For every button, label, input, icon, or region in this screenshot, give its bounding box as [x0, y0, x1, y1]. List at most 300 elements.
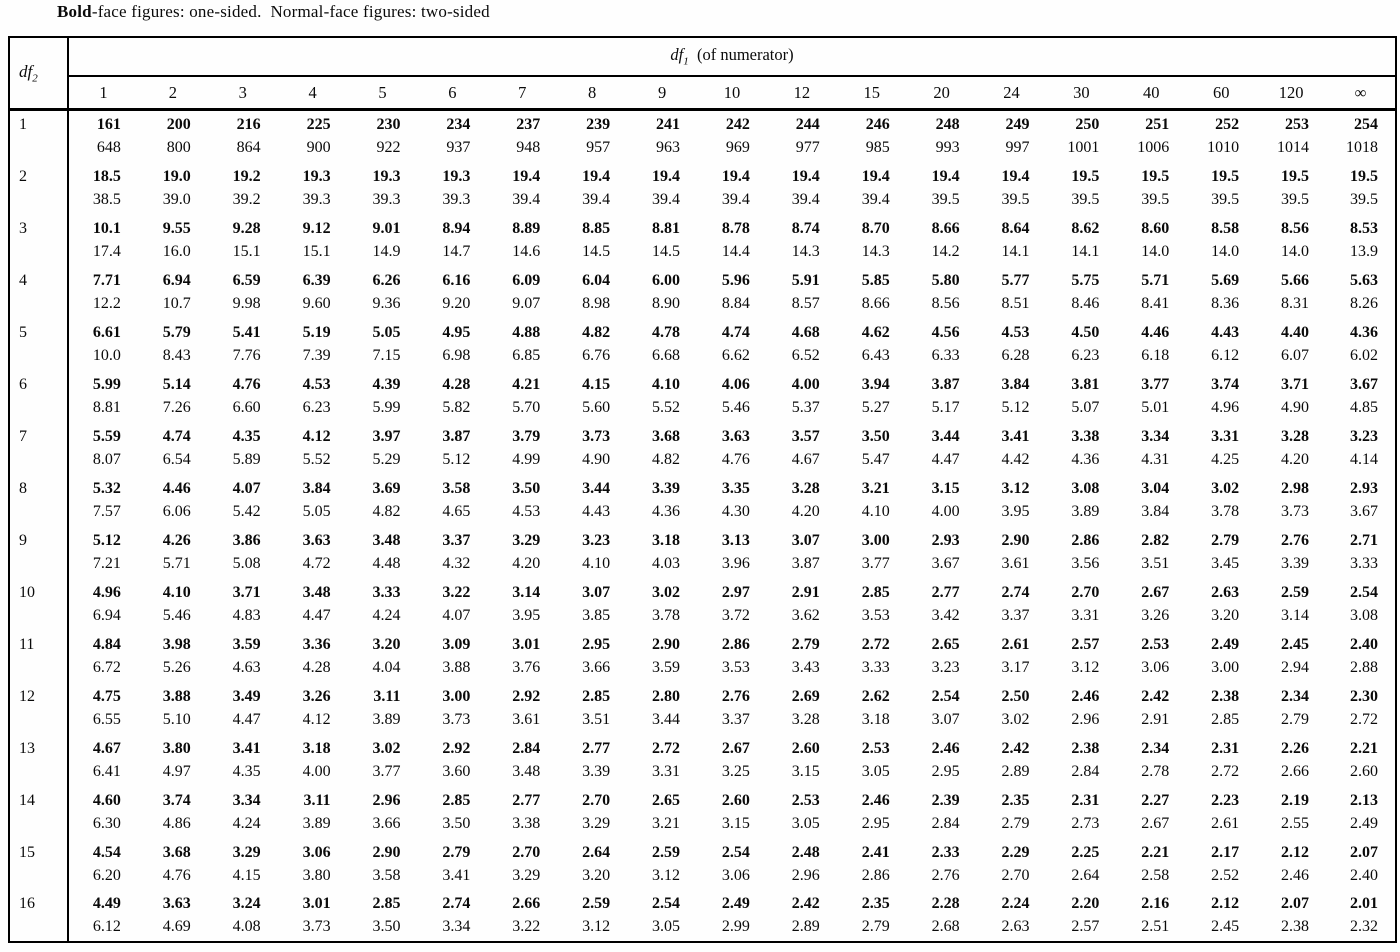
one-sided-value: 2.70: [1071, 583, 1100, 601]
table-cell: [837, 630, 907, 682]
two-sided-value: 3.59: [652, 658, 681, 676]
one-sided-value: 3.02: [1211, 479, 1240, 497]
one-sided-value: 4.15: [582, 375, 611, 393]
table-cell: [907, 786, 977, 838]
one-sided-value: 3.35: [721, 479, 750, 497]
two-sided-value: 9.36: [372, 294, 401, 312]
two-sided-value: 4.47: [232, 710, 261, 728]
table-row-df2-16: [9, 890, 1396, 942]
two-sided-value: 2.49: [1350, 814, 1378, 832]
table-cell: [278, 474, 348, 526]
one-sided-value: 2.79: [442, 843, 471, 861]
one-sided-value: 3.09: [442, 635, 471, 653]
table-cell: [208, 318, 278, 370]
two-sided-value: 3.22: [512, 918, 541, 935]
table-cell: [1116, 838, 1186, 890]
f-distribution-table: [8, 36, 1397, 943]
one-sided-value: 2.46: [861, 791, 890, 809]
one-sided-value: 239: [586, 116, 611, 134]
two-sided-value: 5.05: [302, 502, 331, 520]
table-row-df2-4: [9, 266, 1396, 318]
one-sided-value: 19.3: [302, 167, 331, 185]
one-sided-value: 8.64: [1001, 219, 1030, 237]
two-sided-value: 2.60: [1350, 762, 1378, 780]
table-cell: [1326, 890, 1396, 942]
table-cell: [348, 370, 418, 422]
two-sided-value: 648: [96, 139, 121, 157]
one-sided-value: 2.34: [1141, 739, 1170, 757]
one-sided-value: 4.95: [442, 323, 471, 341]
one-sided-value: 3.23: [1350, 427, 1378, 445]
two-sided-value: 4.36: [652, 502, 681, 520]
two-sided-value: 2.89: [791, 918, 820, 935]
two-sided-value: 4.03: [652, 554, 681, 572]
two-sided-value: 4.28: [302, 658, 331, 676]
table-cell: [138, 890, 208, 942]
two-sided-value: 14.0: [1281, 242, 1310, 260]
two-sided-value: 4.86: [162, 814, 191, 832]
table-cell: [68, 110, 138, 162]
column-header-df1-24: 24: [977, 76, 1047, 110]
table-cell: [557, 422, 627, 474]
two-sided-value: 3.53: [721, 658, 750, 676]
two-sided-value: 4.04: [372, 658, 401, 676]
one-sided-value: 3.73: [582, 427, 611, 445]
two-sided-value: 5.42: [232, 502, 261, 520]
table-cell: [68, 214, 138, 266]
two-sided-value: 2.52: [1211, 866, 1240, 884]
two-sided-value: 2.95: [861, 814, 890, 832]
one-sided-value: 4.06: [721, 375, 750, 393]
one-sided-value: 2.38: [1071, 739, 1100, 757]
one-sided-value: 2.91: [791, 583, 820, 601]
two-sided-value: 6.06: [162, 502, 191, 520]
table-row-df2-10: [9, 578, 1396, 630]
one-sided-value: 2.85: [372, 895, 401, 912]
one-sided-value: 5.63: [1350, 271, 1378, 289]
one-sided-value: 3.81: [1071, 375, 1100, 393]
table-cell: [697, 110, 767, 162]
table-cell: [138, 318, 208, 370]
table-cell: [907, 578, 977, 630]
two-sided-value: 3.67: [931, 554, 960, 572]
two-sided-value: 4.30: [721, 502, 750, 520]
table-cell: [1186, 526, 1256, 578]
table-cell: [487, 682, 557, 734]
row-label-df2: 8: [9, 474, 68, 526]
table-cell: [907, 266, 977, 318]
one-sided-value: 8.66: [931, 219, 960, 237]
two-sided-value: 39.4: [721, 190, 750, 208]
one-sided-value: 3.02: [652, 583, 681, 601]
table-row-df2-11: [9, 630, 1396, 682]
table-cell: [208, 162, 278, 214]
one-sided-value: 7.71: [92, 271, 121, 289]
table-cell: [1256, 734, 1326, 786]
table-cell: [627, 214, 697, 266]
table-cell: [1326, 838, 1396, 890]
column-header-df1-30: 30: [1046, 76, 1116, 110]
one-sided-value: 9.55: [162, 219, 191, 237]
table-cell: [348, 110, 418, 162]
two-sided-value: 4.83: [232, 606, 261, 624]
one-sided-value: 3.22: [442, 583, 471, 601]
two-sided-value: 14.7: [442, 242, 471, 260]
two-sided-value: 38.5: [92, 190, 121, 208]
two-sided-value: 3.33: [1350, 554, 1378, 572]
two-sided-value: 4.96: [1211, 398, 1240, 416]
two-sided-value: 3.76: [512, 658, 541, 676]
column-header-df1-∞: ∞: [1326, 76, 1396, 110]
one-sided-value: 8.58: [1211, 219, 1240, 237]
one-sided-value: 5.80: [931, 271, 960, 289]
row-label-df2: 14: [9, 786, 68, 838]
two-sided-value: 3.62: [791, 606, 820, 624]
two-sided-value: 2.55: [1281, 814, 1310, 832]
table-cell: [138, 786, 208, 838]
table-cell: [278, 578, 348, 630]
two-sided-value: 3.67: [1350, 502, 1378, 520]
table-cell: [697, 266, 767, 318]
two-sided-value: 3.06: [1141, 658, 1170, 676]
one-sided-value: 3.31: [1211, 427, 1240, 445]
table-cell: [417, 734, 487, 786]
two-sided-value: 5.70: [512, 398, 541, 416]
two-sided-value: 3.07: [931, 710, 960, 728]
one-sided-value: 2.29: [1001, 843, 1030, 861]
two-sided-value: 4.82: [372, 502, 401, 520]
one-sided-value: 2.01: [1350, 895, 1378, 912]
one-sided-value: 5.12: [92, 531, 121, 549]
two-sided-value: 39.0: [162, 190, 191, 208]
two-sided-value: 5.26: [162, 658, 191, 676]
two-sided-value: 39.5: [1071, 190, 1100, 208]
one-sided-value: 3.11: [373, 687, 401, 705]
two-sided-value: 997: [1005, 139, 1030, 157]
two-sided-value: 3.58: [372, 866, 401, 884]
table-row-df2-7: [9, 422, 1396, 474]
one-sided-value: 3.48: [302, 583, 331, 601]
table-cell: [208, 370, 278, 422]
one-sided-value: 225: [306, 116, 331, 134]
two-sided-value: 2.72: [1211, 762, 1240, 780]
table-cell: [208, 682, 278, 734]
one-sided-value: 2.20: [1071, 895, 1100, 912]
one-sided-value: 2.27: [1141, 791, 1170, 809]
one-sided-value: 8.62: [1071, 219, 1100, 237]
table-cell: [697, 786, 767, 838]
two-sided-value: 3.87: [791, 554, 820, 572]
table-cell: [138, 422, 208, 474]
two-sided-value: 8.36: [1211, 294, 1240, 312]
table-cell: [1046, 474, 1116, 526]
two-sided-value: 4.36: [1071, 450, 1100, 468]
one-sided-value: 3.18: [302, 739, 331, 757]
group-header-row: [9, 37, 1396, 76]
one-sided-value: 2.63: [1211, 583, 1240, 601]
one-sided-value: 2.96: [372, 791, 401, 809]
two-sided-value: 4.47: [931, 450, 960, 468]
two-sided-value: 4.12: [302, 710, 331, 728]
two-sided-value: 6.28: [1001, 346, 1030, 364]
table-cell: [487, 162, 557, 214]
table-cell: [68, 578, 138, 630]
two-sided-value: 3.38: [512, 814, 541, 832]
one-sided-value: 2.54: [1350, 583, 1378, 601]
one-sided-value: 3.87: [931, 375, 960, 393]
one-sided-value: 8.81: [652, 219, 681, 237]
table-cell: [627, 110, 697, 162]
two-sided-value: 8.41: [1141, 294, 1170, 312]
one-sided-value: 3.59: [232, 635, 261, 653]
two-sided-value: 4.10: [582, 554, 611, 572]
two-sided-value: 2.45: [1211, 918, 1240, 935]
table-cell: [278, 422, 348, 474]
table-cell: [1046, 422, 1116, 474]
two-sided-value: 2.51: [1141, 918, 1170, 935]
two-sided-value: 3.95: [1001, 502, 1030, 520]
one-sided-value: 5.05: [372, 323, 401, 341]
table-cell: [977, 734, 1047, 786]
table-cell: [278, 630, 348, 682]
table-cell: [627, 630, 697, 682]
one-sided-value: 2.35: [861, 895, 890, 912]
table-cell: [627, 838, 697, 890]
one-sided-value: 2.17: [1211, 843, 1240, 861]
two-sided-value: 3.96: [721, 554, 750, 572]
one-sided-value: 2.77: [931, 583, 960, 601]
table-cell: [138, 162, 208, 214]
one-sided-value: 2.62: [861, 687, 890, 705]
two-sided-value: 4.24: [232, 814, 261, 832]
table-cell: [278, 838, 348, 890]
table-cell: [417, 890, 487, 942]
two-sided-value: 5.12: [1001, 398, 1030, 416]
two-sided-value: 14.3: [791, 242, 820, 260]
one-sided-value: 2.13: [1350, 791, 1378, 809]
two-sided-value: 3.39: [582, 762, 611, 780]
table-cell: [1116, 630, 1186, 682]
one-sided-value: 4.36: [1350, 323, 1378, 341]
two-sided-value: 3.84: [1141, 502, 1170, 520]
one-sided-value: 19.5: [1071, 167, 1100, 185]
two-sided-value: 39.4: [791, 190, 820, 208]
one-sided-value: 2.72: [652, 739, 681, 757]
table-cell: [837, 266, 907, 318]
two-sided-value: 16.0: [162, 242, 191, 260]
two-sided-value: 15.1: [232, 242, 261, 260]
two-sided-value: 3.21: [652, 814, 681, 832]
one-sided-value: 3.04: [1141, 479, 1170, 497]
table-cell: [1256, 370, 1326, 422]
one-sided-value: 2.33: [931, 843, 960, 861]
column-header-row: [9, 76, 1396, 110]
table-cell: [68, 734, 138, 786]
one-sided-value: 2.59: [1281, 583, 1310, 601]
two-sided-value: 8.66: [861, 294, 890, 312]
two-sided-value: 3.43: [791, 658, 820, 676]
one-sided-value: 2.41: [861, 843, 890, 861]
one-sided-value: 230: [376, 116, 401, 134]
table-cell: [557, 214, 627, 266]
two-sided-value: 2.94: [1281, 658, 1310, 676]
column-header-df1-60: 60: [1186, 76, 1256, 110]
two-sided-value: 3.31: [1071, 606, 1100, 624]
one-sided-value: 3.00: [442, 687, 471, 705]
table-cell: [348, 890, 418, 942]
table-cell: [837, 370, 907, 422]
two-sided-value: 3.66: [372, 814, 401, 832]
two-sided-value: 2.96: [791, 866, 820, 884]
table-cell: [627, 890, 697, 942]
one-sided-value: 2.53: [861, 739, 890, 757]
table-row-df2-8: [9, 474, 1396, 526]
table-cell: [837, 682, 907, 734]
table-cell: [487, 630, 557, 682]
one-sided-value: 3.49: [232, 687, 261, 705]
one-sided-value: 5.69: [1211, 271, 1240, 289]
table-cell: [767, 838, 837, 890]
one-sided-value: 3.14: [512, 583, 541, 601]
table-cell: [767, 266, 837, 318]
two-sided-value: 6.20: [92, 866, 121, 884]
table-cell: [1116, 526, 1186, 578]
one-sided-value: 2.90: [1001, 531, 1030, 549]
one-sided-value: 3.38: [1071, 427, 1100, 445]
one-sided-value: 2.59: [582, 895, 611, 912]
one-sided-value: 4.43: [1211, 323, 1240, 341]
two-sided-value: 6.33: [931, 346, 960, 364]
one-sided-value: 2.65: [931, 635, 960, 653]
one-sided-value: 249: [1005, 116, 1030, 134]
two-sided-value: 4.15: [232, 866, 261, 884]
one-sided-value: 2.69: [791, 687, 820, 705]
one-sided-value: 8.78: [721, 219, 750, 237]
table-cell: [907, 526, 977, 578]
table-cell: [487, 318, 557, 370]
table-cell: [68, 370, 138, 422]
two-sided-value: 2.38: [1281, 918, 1310, 935]
column-header-df1-4: 4: [278, 76, 348, 110]
two-sided-value: 4.14: [1350, 450, 1378, 468]
one-sided-value: 3.80: [162, 739, 191, 757]
one-sided-value: 2.12: [1211, 895, 1240, 912]
two-sided-value: 6.55: [92, 710, 121, 728]
two-sided-value: 3.48: [512, 762, 541, 780]
table-cell: [1116, 734, 1186, 786]
one-sided-value: 5.75: [1071, 271, 1100, 289]
two-sided-value: 3.39: [1281, 554, 1310, 572]
one-sided-value: 3.44: [931, 427, 960, 445]
one-sided-value: 19.4: [861, 167, 890, 185]
table-cell: [977, 266, 1047, 318]
one-sided-value: 2.19: [1281, 791, 1310, 809]
table-cell: [487, 214, 557, 266]
two-sided-value: 3.45: [1211, 554, 1240, 572]
two-sided-value: 14.1: [1001, 242, 1030, 260]
one-sided-value: 3.87: [442, 427, 471, 445]
table-cell: [348, 318, 418, 370]
one-sided-value: 2.65: [652, 791, 681, 809]
one-sided-value: 5.71: [1141, 271, 1170, 289]
two-sided-value: 3.29: [512, 866, 541, 884]
one-sided-value: 2.61: [1001, 635, 1030, 653]
one-sided-value: 2.82: [1141, 531, 1170, 549]
one-sided-value: 3.74: [162, 791, 191, 809]
one-sided-value: 2.70: [512, 843, 541, 861]
one-sided-value: 4.74: [162, 427, 191, 445]
two-sided-value: 3.51: [1141, 554, 1170, 572]
df1-label-suffix: (of numerator): [688, 45, 794, 65]
two-sided-value: 7.76: [232, 346, 261, 364]
table-cell: [907, 422, 977, 474]
table-cell: [627, 734, 697, 786]
one-sided-value: 5.59: [92, 427, 121, 445]
table-cell: [837, 734, 907, 786]
two-sided-value: 3.33: [861, 658, 890, 676]
column-header-df1-9: 9: [627, 76, 697, 110]
one-sided-value: 248: [935, 116, 960, 134]
one-sided-value: 2.64: [582, 843, 611, 861]
table-cell: [557, 734, 627, 786]
two-sided-value: 5.12: [442, 450, 471, 468]
table-cell: [348, 682, 418, 734]
two-sided-value: 5.07: [1071, 398, 1100, 416]
table-cell: [767, 734, 837, 786]
table-cell: [627, 422, 697, 474]
one-sided-value: 4.54: [92, 843, 121, 861]
one-sided-value: 4.50: [1071, 323, 1100, 341]
row-label-df2: 10: [9, 578, 68, 630]
two-sided-value: 4.10: [861, 502, 890, 520]
table-cell: [278, 786, 348, 838]
two-sided-value: 3.89: [302, 814, 331, 832]
two-sided-value: 3.05: [652, 918, 681, 935]
two-sided-value: 6.30: [92, 814, 121, 832]
table-cell: [1186, 786, 1256, 838]
table-cell: [1256, 682, 1326, 734]
one-sided-value: 8.74: [791, 219, 820, 237]
two-sided-value: 7.57: [92, 502, 121, 520]
two-sided-value: 3.05: [861, 762, 890, 780]
table-cell: [1046, 630, 1116, 682]
table-cell: [627, 786, 697, 838]
two-sided-value: 3.42: [931, 606, 960, 624]
table-cell: [208, 214, 278, 266]
two-sided-value: 2.78: [1141, 762, 1170, 780]
one-sided-value: 2.57: [1071, 635, 1100, 653]
table-cell: [977, 110, 1047, 162]
two-sided-value: 6.62: [721, 346, 750, 364]
table-cell: [1116, 890, 1186, 942]
one-sided-value: 2.90: [372, 843, 401, 861]
column-header-df1-7: 7: [487, 76, 557, 110]
two-sided-value: 7.39: [302, 346, 331, 364]
one-sided-value: 4.78: [652, 323, 681, 341]
two-sided-value: 14.6: [512, 242, 541, 260]
table-cell: [627, 526, 697, 578]
one-sided-value: 3.37: [442, 531, 471, 549]
two-sided-value: 1006: [1137, 139, 1170, 157]
one-sided-value: 5.85: [861, 271, 890, 289]
one-sided-value: 252: [1215, 116, 1240, 134]
two-sided-value: 39.5: [1141, 190, 1170, 208]
one-sided-value: 19.5: [1350, 167, 1378, 185]
table-row-df2-6: [9, 370, 1396, 422]
one-sided-value: 241: [656, 116, 681, 134]
two-sided-value: 2.57: [1071, 918, 1100, 935]
table-cell: [697, 890, 767, 942]
